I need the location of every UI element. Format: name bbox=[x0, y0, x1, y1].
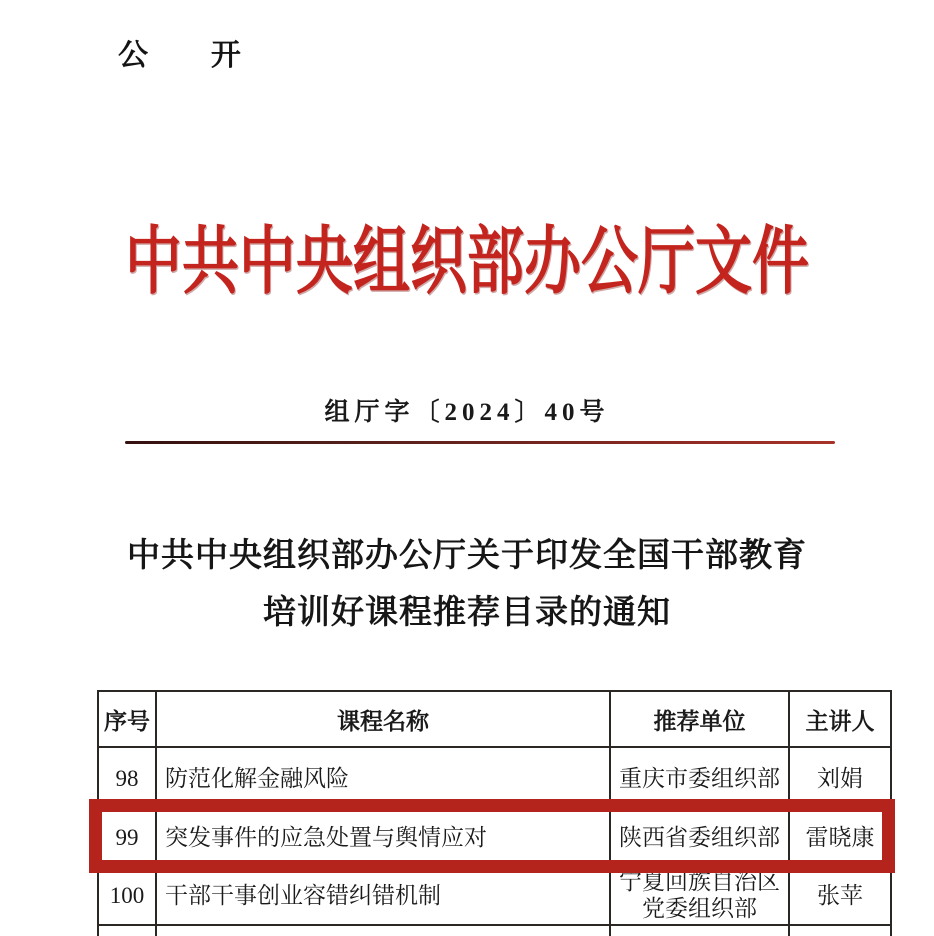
document-title bbox=[0, 528, 934, 642]
document-number: 组厅字〔2024〕40号 bbox=[324, 399, 610, 426]
classification-mark: 公 开 bbox=[118, 38, 255, 73]
cell-lecturer: 雷晓康 bbox=[789, 809, 891, 865]
cell-lecturer: 张苹 bbox=[789, 865, 891, 925]
cell-lecturer: 刘娟 bbox=[789, 747, 891, 809]
table-cell-empty bbox=[610, 925, 789, 936]
table-cell-empty bbox=[156, 925, 610, 936]
cell-recommend-unit: 宁夏回族自治区党委组织部 bbox=[610, 865, 789, 925]
table-row-100 bbox=[98, 865, 891, 925]
table-row-98 bbox=[98, 747, 891, 809]
table-cell-empty bbox=[98, 925, 156, 936]
document-title-line2: 培训好课程推荐目录的通知 bbox=[263, 595, 671, 631]
table-cell-empty bbox=[789, 925, 891, 936]
table-header-row bbox=[98, 691, 891, 747]
red-separator-line bbox=[125, 441, 835, 444]
table-row-partial-clipped bbox=[98, 925, 891, 936]
cell-course-name: 干部干事创业容错纠错机制 bbox=[156, 865, 610, 925]
header-serial-number: 序号 bbox=[98, 691, 156, 747]
cell-recommend-unit: 重庆市委组织部 bbox=[610, 747, 789, 809]
cell-serial-number: 98 bbox=[98, 747, 156, 809]
header-course-name: 课程名称 bbox=[156, 691, 610, 747]
cell-serial-number: 99 bbox=[98, 809, 156, 865]
table-row-99-highlighted bbox=[98, 809, 891, 865]
cell-course-name: 防范化解金融风险 bbox=[156, 747, 610, 809]
cell-course-name: 突发事件的应急处置与舆情应对 bbox=[156, 809, 610, 865]
header-recommend-unit: 推荐单位 bbox=[610, 691, 789, 747]
cell-recommend-unit: 陕西省委组织部 bbox=[610, 809, 789, 865]
cell-serial-number: 100 bbox=[98, 865, 156, 925]
document-title-line1: 中共中央组织部办公厅关于印发全国干部教育 bbox=[127, 538, 807, 574]
letterhead-title: 中共中央组织部办公厅文件 bbox=[125, 221, 809, 304]
header-lecturer: 主讲人 bbox=[789, 691, 891, 747]
course-table bbox=[97, 690, 892, 936]
